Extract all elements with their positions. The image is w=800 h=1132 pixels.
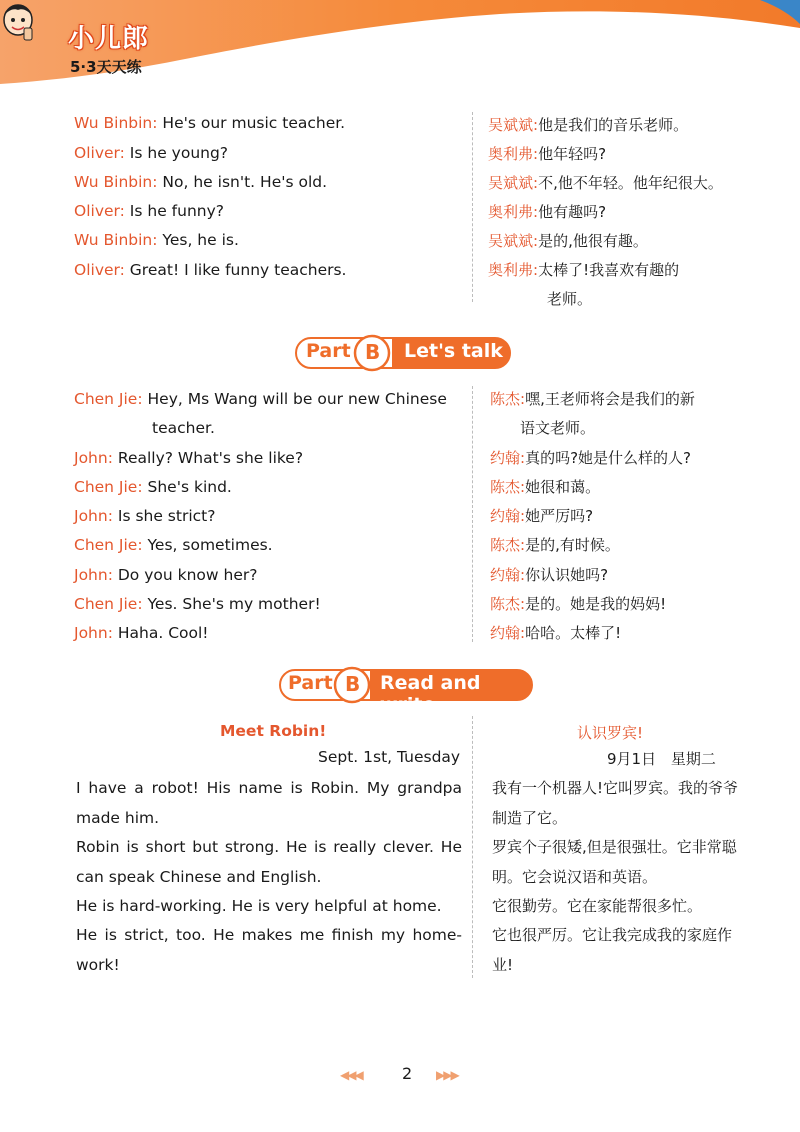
dialog-line-cn xyxy=(488,144,606,164)
speaker-name: Oliver: xyxy=(74,261,125,279)
speaker-name: Chen Jie: xyxy=(74,595,143,613)
speaker-name: John: xyxy=(74,507,113,525)
speaker-name: Chen Jie: xyxy=(74,536,143,554)
speaker-name: Wu Binbin: xyxy=(74,173,158,191)
passage-date-cn: 9月1日 星期二 xyxy=(607,750,716,768)
passage-paragraph-cn: 我有一个机器人!它叫罗宾。我的爷爷制造了它。 xyxy=(492,779,739,827)
column-divider xyxy=(472,716,473,978)
line-text: Is he funny? xyxy=(129,202,224,220)
speaker-name: Oliver: xyxy=(74,144,125,162)
page-footer xyxy=(0,1064,800,1088)
speaker-name: 奥利弗: xyxy=(488,203,539,221)
passage-paragraph-cn: 它很勤劳。它在家能帮很多忙。 xyxy=(492,897,703,915)
dialog-line-cn xyxy=(520,418,595,438)
passage-paragraph-cn: 罗宾个子很矮,但是很强壮。它非常聪明。它会说汉语和英语。 xyxy=(492,838,737,886)
dialog-line xyxy=(74,113,345,133)
line-text: Do you know her? xyxy=(117,566,258,584)
speaker-name: 奥利弗: xyxy=(488,145,539,163)
part-label: Part xyxy=(306,340,351,362)
speaker-name: 约翰: xyxy=(490,566,526,584)
line-text: Really? What's she like? xyxy=(117,449,304,467)
line-text: 他年轻吗? xyxy=(538,145,607,163)
line-text: Hey, Ms Wang will be our new Chinese xyxy=(147,390,447,408)
passage-paragraph: He is hard-working. He is very helpful at home. xyxy=(76,897,442,915)
line-text: 你认识她吗? xyxy=(525,566,609,584)
line-text: Great! I like funny teachers. xyxy=(129,261,347,279)
speaker-name: Chen Jie: xyxy=(74,478,143,496)
dialog-line xyxy=(74,594,321,614)
speaker-name: Wu Binbin: xyxy=(74,231,158,249)
speaker-name: Chen Jie: xyxy=(74,390,143,408)
dialog-line-cn xyxy=(490,389,695,409)
part-letter: B xyxy=(365,340,381,364)
dialog-line-cn xyxy=(488,231,648,251)
dialog-line xyxy=(74,389,447,409)
dialog-line xyxy=(74,143,228,163)
passage-paragraph: He is strict, too. He makes me finish my home-work! xyxy=(76,926,462,974)
line-text: 他是我们的音乐老师。 xyxy=(538,116,689,134)
next-page-arrows-icon: ▶▶▶ xyxy=(436,1068,458,1082)
speaker-name: Wu Binbin: xyxy=(74,114,158,132)
logo-title: 小儿郎 xyxy=(68,24,150,54)
passage-date: Sept. 1st, Tuesday xyxy=(318,748,461,766)
dialog-line xyxy=(152,418,215,438)
dialog-line xyxy=(74,448,303,468)
dialog-line xyxy=(74,623,209,643)
dialog-line-cn xyxy=(488,115,688,135)
speaker-name: John: xyxy=(74,566,113,584)
section-banner-read-and-write xyxy=(278,666,534,716)
speaker-name: 陈杰: xyxy=(490,478,526,496)
dialog-line xyxy=(74,260,347,280)
line-text: 他有趣吗? xyxy=(538,203,607,221)
line-text: 语文老师。 xyxy=(520,419,596,437)
speaker-name: 陈杰: xyxy=(490,536,526,554)
dialog-line xyxy=(74,506,215,526)
column-divider xyxy=(472,386,473,642)
dialog-line-cn xyxy=(490,535,620,555)
line-text: 是的,他很有趣。 xyxy=(538,232,648,250)
speaker-name: Oliver: xyxy=(74,202,125,220)
speaker-name: 吴斌斌: xyxy=(488,232,539,250)
dialog-line-cn xyxy=(490,594,666,614)
part-label: Part xyxy=(288,672,333,694)
dialog-line xyxy=(74,565,257,585)
line-text: 是的,有时候。 xyxy=(525,536,620,554)
speaker-name: 奥利弗: xyxy=(488,261,539,279)
line-text: Yes. She's my mother! xyxy=(147,595,321,613)
part-letter: B xyxy=(345,672,361,696)
page-number: 2 xyxy=(402,1064,413,1083)
dialog-line-cn xyxy=(490,477,600,497)
speaker-name: 陈杰: xyxy=(490,390,526,408)
line-text: 她严厉吗? xyxy=(525,507,594,525)
dialog-line xyxy=(74,172,327,192)
speaker-name: 约翰: xyxy=(490,449,526,467)
line-text: Is he young? xyxy=(129,144,229,162)
line-text: Is she strict? xyxy=(117,507,216,525)
dialog-line-cn xyxy=(490,506,593,526)
speaker-name: John: xyxy=(74,449,113,467)
line-text: Yes, sometimes. xyxy=(147,536,273,554)
line-text: 不,他不年轻。他年纪很大。 xyxy=(538,174,723,192)
line-text: 老师。 xyxy=(547,290,593,308)
dialog-line-cn xyxy=(490,565,608,585)
dialog-line xyxy=(74,477,232,497)
dialog-line xyxy=(74,201,224,221)
previous-page-arrows-icon: ◀◀◀ xyxy=(340,1068,362,1082)
section-title: Read and write xyxy=(380,672,481,716)
dialog-line-cn xyxy=(490,448,691,468)
dialog-line xyxy=(74,535,273,555)
line-text: 她很和蔼。 xyxy=(525,478,601,496)
passage-paragraph: I have a robot! His name is Robin. My grandpa made him. xyxy=(76,779,462,827)
line-text: She's kind. xyxy=(147,478,232,496)
line-text: 哈哈。太棒了! xyxy=(525,624,622,642)
speaker-name: 陈杰: xyxy=(490,595,526,613)
passage-title: Meet Robin! xyxy=(220,722,327,740)
dialog-line-cn xyxy=(490,623,621,643)
line-text: 太棒了!我喜欢有趣的 xyxy=(538,261,680,279)
passage-paragraph: Robin is short but strong. He is really clever. He can speak Chinese and English. xyxy=(76,838,462,886)
page-header xyxy=(0,0,800,92)
line-text: He's our music teacher. xyxy=(162,114,346,132)
speaker-name: 吴斌斌: xyxy=(488,116,539,134)
line-text: No, he isn't. He's old. xyxy=(162,173,328,191)
line-text: teacher. xyxy=(152,419,215,437)
dialog-line-cn xyxy=(488,202,606,222)
boy-mascot-icon xyxy=(0,0,36,44)
dialog-line xyxy=(74,230,239,250)
section-banner-lets-talk xyxy=(294,334,512,370)
dialog-line-cn xyxy=(488,260,679,280)
line-text: 嘿,王老师将会是我们的新 xyxy=(525,390,695,408)
speaker-name: 约翰: xyxy=(490,507,526,525)
line-text: 是的。她是我的妈妈! xyxy=(525,595,667,613)
line-text: 真的吗?她是什么样的人? xyxy=(525,449,691,467)
speaker-name: 约翰: xyxy=(490,624,526,642)
speaker-name: John: xyxy=(74,624,113,642)
line-text: Yes, he is. xyxy=(162,231,239,249)
section-title: Let's talk xyxy=(404,340,503,362)
dialog-line-cn xyxy=(488,173,723,193)
speaker-name: 吴斌斌: xyxy=(488,174,539,192)
column-divider xyxy=(472,112,473,302)
dialog-line-cn xyxy=(547,289,592,309)
passage-paragraph-cn: 它也很严厉。它让我完成我的家庭作业! xyxy=(492,926,733,974)
line-text: Haha. Cool! xyxy=(117,624,209,642)
passage-title-cn: 认识罗宾! xyxy=(577,724,644,742)
logo-subtitle: 5·3天天练 xyxy=(70,58,142,76)
